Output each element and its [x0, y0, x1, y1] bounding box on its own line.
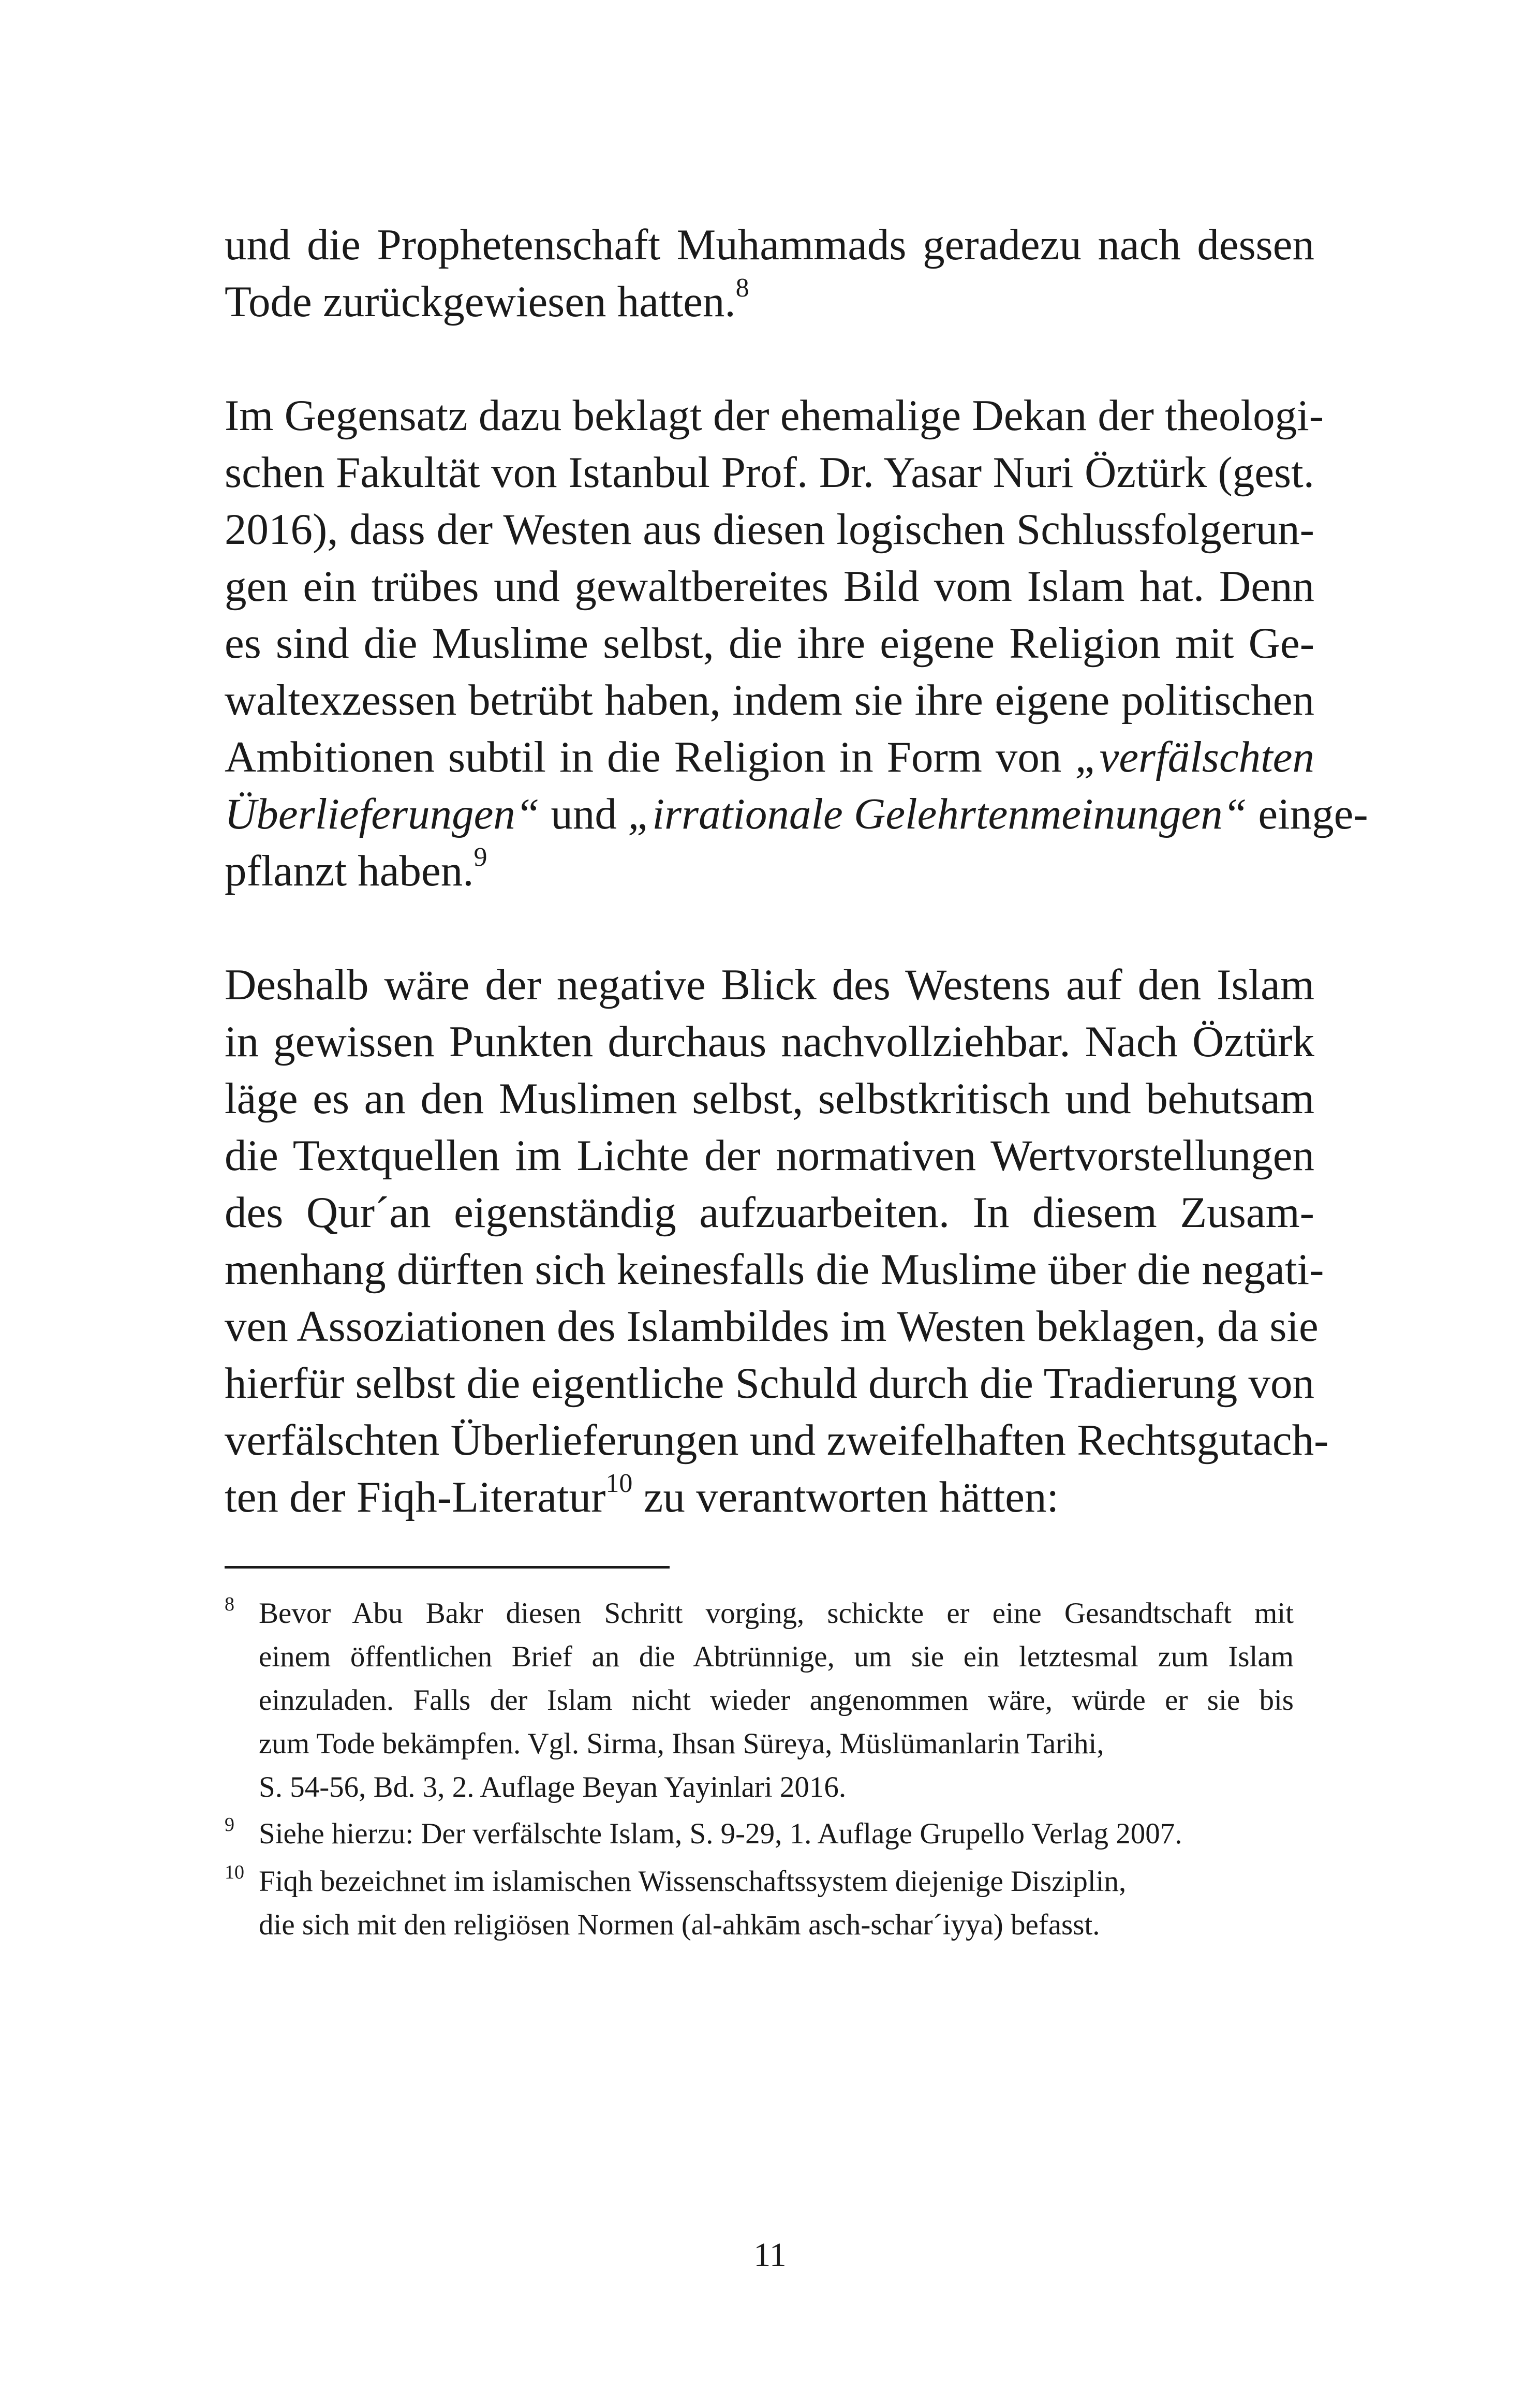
body-line: und die Prophetenschaft Muhammads geradezu nach dessen: [225, 220, 1314, 269]
quote-ueberlieferungen: Überlieferungen“: [225, 790, 540, 838]
body-line: menhang dürften sich keinesfalls die Muslime über die negati-: [225, 1245, 1324, 1294]
body-line: hierfür selbst die eigentliche Schuld durch die Tradierung von: [225, 1359, 1314, 1408]
footnote-ref-9[interactable]: 9: [473, 842, 487, 872]
body-line: ven Assoziationen des Islambildes im Westen beklagen, da sie: [225, 1302, 1319, 1351]
footnote-ref-10[interactable]: 10: [605, 1469, 633, 1498]
footnote-line: S. 54-56, Bd. 3, 2. Auflage Beyan Yayinlari 2016.: [259, 1771, 847, 1803]
page-number: 11: [753, 2236, 787, 2274]
quote-verfaelschte: „verfälschten: [1075, 733, 1315, 781]
body-line: Tode zurückgewiesen hatten.$^8$: [225, 273, 749, 326]
body-line: Deshalb wäre der negative Blick des Westens auf den Islam: [225, 960, 1314, 1009]
footnote-line: zum Tode bekämpfen. Vgl. Sirma, Ihsan Süreya, Müslümanlarin Tarihi,: [259, 1727, 1104, 1760]
body-line: Überlieferungen“ und „irrationale Gelehrtenmeinungen“ einge-: [225, 790, 1368, 838]
body-line: in gewissen Punkten durchaus nachvollziehbar. Nach Öztürk: [225, 1017, 1314, 1066]
footnote-line: einzuladen. Falls der Islam nicht wieder angenommen wäre, würde er sie bis: [259, 1684, 1294, 1717]
body-line: 2016), dass der Westen aus diesen logischen Schlussfolgerun-: [225, 505, 1314, 554]
body-line: Ambitionen subtil in die Religion in Form von „verfälschten: [225, 733, 1315, 781]
footnote-line: die sich mit den religiösen Normen (al-ahkām asch-schar´iyya) befasst.: [259, 1909, 1100, 1941]
footnote-number: 10: [225, 1861, 244, 1883]
footnote-ref-8[interactable]: 8: [735, 273, 749, 303]
footnote-number: 9: [225, 1814, 234, 1836]
footnote-line: Bevor Abu Bakr diesen Schritt vorging, schickte er eine Gesandtschaft mit: [259, 1597, 1294, 1630]
body-line: die Textquellen im Lichte der normativen Wertvorstellungen: [225, 1131, 1314, 1180]
footnote-separator: [225, 1566, 670, 1569]
body-line: ten der Fiqh-Literatur$^{10}$ zu verantworten hätten:: [225, 1469, 1059, 1521]
body-line: schen Fakultät von Istanbul Prof. Dr. Yasar Nuri Öztürk (gest.: [225, 448, 1314, 497]
body-line: gen ein trübes und gewaltbereites Bild vom Islam hat. Denn: [225, 562, 1314, 611]
body-line: waltexzessen betrübt haben, indem sie ihre eigene politischen: [225, 676, 1314, 724]
body-line: Im Gegensatz dazu beklagt der ehemalige Dekan der theologi-: [225, 391, 1324, 440]
footnote-line: Fiqh bezeichnet im islamischen Wissenschaftssystem diejenige Disziplin,: [259, 1865, 1127, 1898]
footnote-number: 8: [225, 1593, 234, 1615]
body-line: pflanzt haben.$^9$: [225, 842, 487, 895]
footnote-line: Siehe hierzu: Der verfälschte Islam, S. 9-29, 1. Auflage Grupello Verlag 2007.: [259, 1817, 1182, 1850]
body-line: läge es an den Muslimen selbst, selbstkritisch und behutsam: [225, 1074, 1314, 1123]
footnote-line: einem öffentlichen Brief an die Abtrünnige, um sie ein letztesmal zum Islam: [259, 1640, 1294, 1673]
body-line: es sind die Muslime selbst, die ihre eigene Religion mit Ge-: [225, 619, 1314, 668]
body-line: verfälschten Überlieferungen und zweifelhaften Rechtsgutach-: [225, 1416, 1329, 1465]
body-line: des Qur´an eigenständig aufzuarbeiten. In diesem Zusam-: [225, 1188, 1314, 1237]
quote-gelehrtenmeinungen: „irrationale Gelehrtenmeinungen“: [628, 790, 1248, 838]
